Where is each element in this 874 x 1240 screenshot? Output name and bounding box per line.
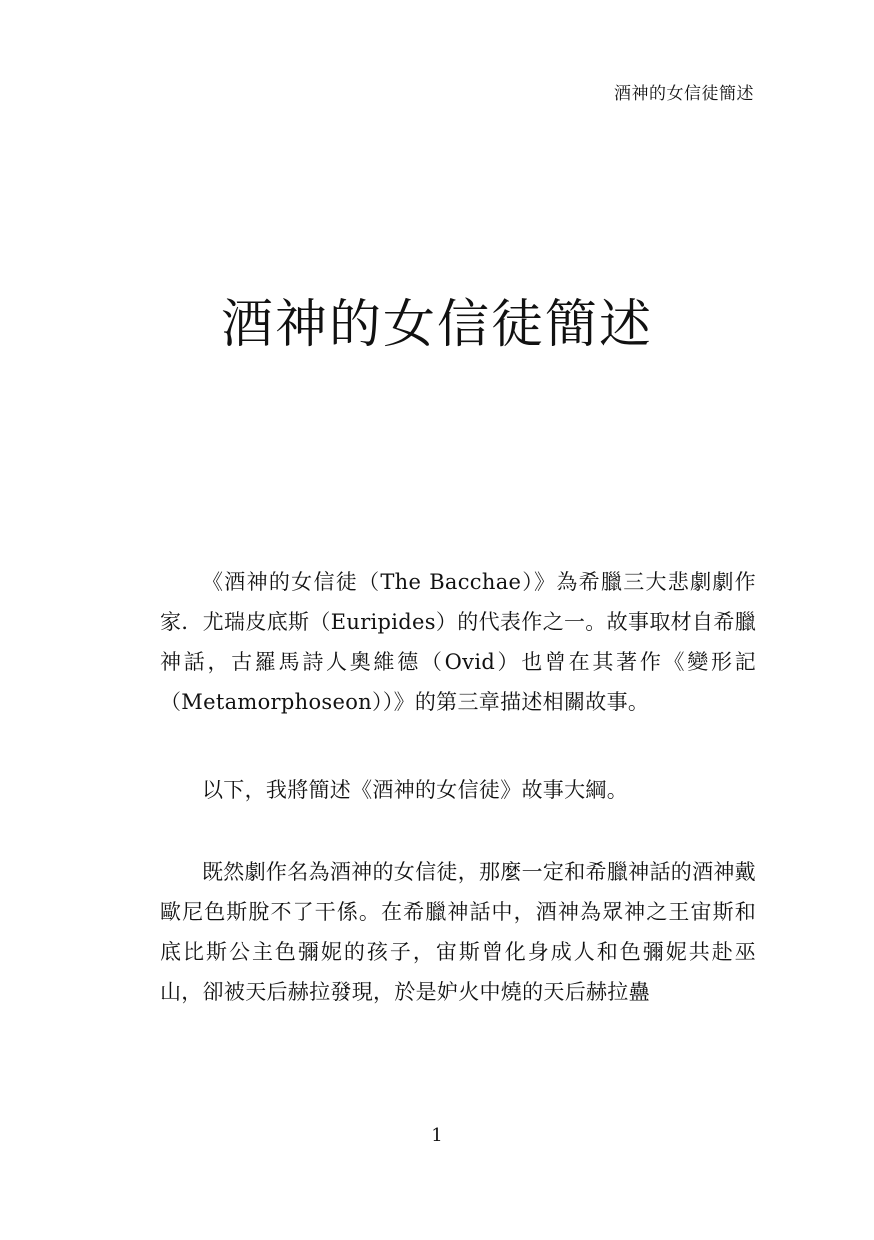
running-header: 酒神的女信徒簡述 [614, 84, 754, 104]
paragraph-outline-intro: 以下，我將簡述《酒神的女信徒》故事大綱。 [202, 778, 628, 802]
document-title: 酒神的女信徒簡述 [220, 295, 653, 355]
page-number: 1 [431, 1125, 443, 1146]
paragraph-dionysus-origin: 既然劇作名為酒神的女信徒，那麼一定和希臘神話的酒神戴歐尼色斯脫不了干係。在希臘神話中，酒神為眾神之王宙斯和底比斯公主色彌妮的孩子，宙斯曾化身成人和色彌妮共赴巫山，卻被天后赫拉發現，於是妒火中燒的天后赫拉蠱 [160, 860, 756, 1004]
paragraph-introduction: 《酒神的女信徒（The Bacchae）》為希臘三大悲劇劇作家．尤瑞皮底斯（Euripides）的代表作之一。故事取材自希臘神話，古羅馬詩人奧維德（Ovid）也曾在其著作《變形記（Metamorphoseon））》的第三章描述相關故事。 [160, 570, 756, 714]
